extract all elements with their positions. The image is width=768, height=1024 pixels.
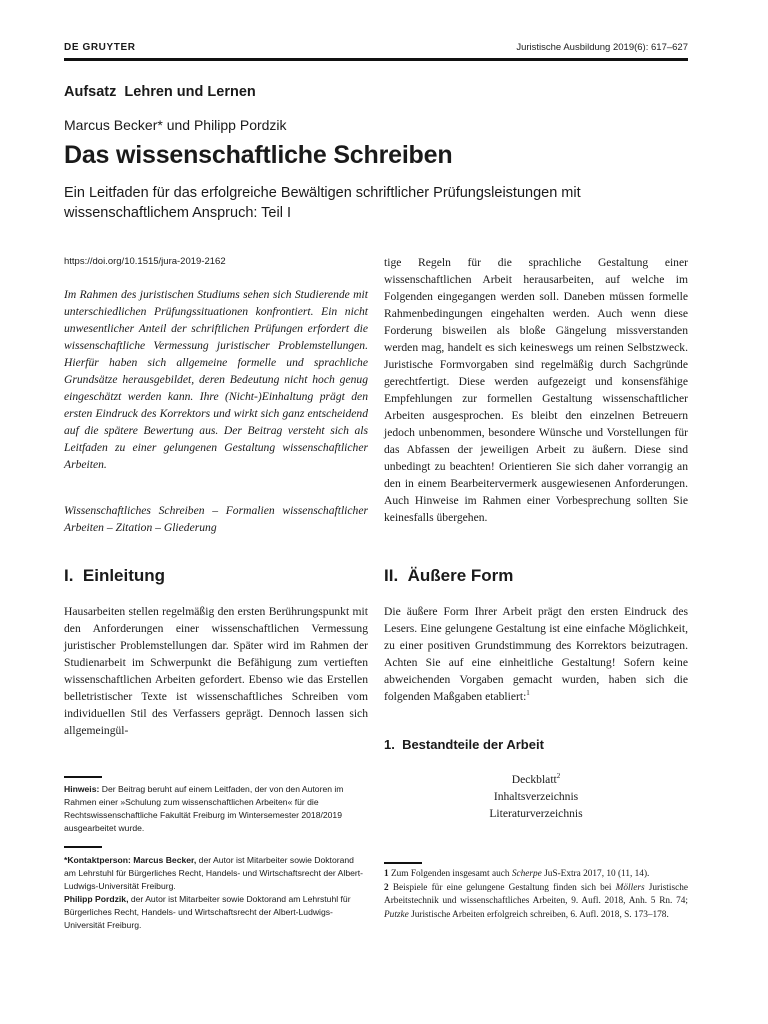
article-title: Das wissenschaftliche Schreiben: [64, 141, 453, 169]
header-rule: [64, 58, 688, 61]
author-note: [64, 783, 368, 835]
section-heading-introduction: I. Einleitung: [64, 566, 166, 585]
footnote-1: 1 Zum Folgenden insgesamt auch Scherpe JuS-Extra 2017, 10 (11, 14).: [384, 869, 650, 879]
introduction-text: Hausarbeiten stellen regelmäßig den ersten Berührungspunkt mit den Anforderungen einer wissenschaftlichen Vermessung juristischer Problemstellungen dar. Später wird im Rahmen der Studienarbeit im Schwerpunkt die Befähigung zum vertieften wissenschaftlichen Arbeiten gefordert. Ebenso wie das Erstellen belletristischer Texte ist wissenschaftliches Schreiben vom individuellen Stil des Verfassers geprägt. Dennoch lassen sich allgemeingül-: [64, 605, 368, 737]
list-item: Literaturverzeichnis: [489, 807, 583, 820]
article-subtitle: Ein Leitfaden für das erfolgreiche Bewältigen schriftlicher Prüfungsleistungen mit wissenschaftlichem Anspruch: Teil I: [64, 185, 581, 221]
notes-rule: [64, 776, 102, 778]
contact-note: [64, 854, 368, 932]
journal-reference: Juristische Ausbildung 2019(6): 617–627: [516, 42, 688, 53]
author-note-label: Hinweis:: [64, 784, 100, 794]
footnote-ref-1[interactable]: 1: [526, 689, 530, 698]
section-heading-outer-form: II. Äußere Form: [384, 566, 514, 585]
contact-rule: [64, 846, 102, 848]
introduction-continuation: tige Regeln für die sprachliche Gestaltung einer wissenschaftlichen Arbeit herausarbeiten, auf welche im Folgenden eingegangen werden soll. Daneben müssen formelle Rahmenbedingungen eingehalten werden. Auch wenn diese Forderung bisweilen als bloße Gängelung missverstanden werden mag, handelt es sich keineswegs um reinen Selbstzweck. Juristische Formvorgaben sind regelmäßig durch Sachgründe gerechtfertigt. Diese werden aufgezeigt und konsensfähige Empfehlungen zur formellen Gestaltung wissenschaftlicher Arbeiten ausgesprochen. Es bleibt den einzelnen Betreuern jedoch unbenommen, besondere Wünsche und Vorstellungen für das Abfassen der jeweiligen Arbeit zu äußern. Diese sind unbedingt zu beachten! Orientieren Sie sich daher vorrangig an den in einem Bearbeitervermerk ausgewiesenen Anforderungen. Auch Hinweise im Rahmen einer Vorbesprechung sollten Sie keinesfalls übergehen.: [384, 256, 688, 524]
author-note-text: Der Beitrag beruht auf einem Leitfaden, der von den Autoren im Rahmen einer »Schulung zum wissenschaftlichen Arbeiten« für die Rechtswissenschaftliche Fakultät Freiburg im Wintersemester 2018/2019 ausgearbeitet wurde.: [64, 784, 344, 833]
second-author-label: Philipp Pordzik,: [64, 894, 129, 904]
abstract: Im Rahmen des juristischen Studiums sehen sich Studierende mit unterschiedlichen Prüfungssituationen konfrontiert. Ein nicht unwesentlicher Anteil der schriftlichen Prüfungen erfordert die wissenschaftliche Vermessung juristischer Problemstellungen. Hierfür haben sich allgemeine formelle und sprachliche Grundsätze herausgebildet, deren Bedeutung nicht hoch genug eingeschätzt werden kann. Ihre (Nicht-)Einhaltung prägt den ersten Eindruck des Korrektors und wirkt sich ganz entscheidend auf die spätere Bewertung aus. Der Beitrag versteht sich als Leitfaden zu einer gelungenen Gestaltung wissenschaftlicher Arbeiten.: [64, 288, 368, 471]
footnotes: [384, 868, 688, 922]
footnote-2: 2 Beispiele für eine gelungene Gestaltung finden sich bei Möllers Juristische Arbeitstechnik und wissenschaftliches Arbeiten, 9. Aufl. 2018, Anh. 5 Rn. 74; Putzke Juristische Arbeiten erfolgreich schreiben, 6. Aufl. 2018, S. 173–178.: [384, 882, 688, 920]
article-page: [64, 0, 688, 1024]
keywords: Wissenschaftliches Schreiben – Formalien wissenschaftlicher Arbeiten – Zitation – Gliederung: [64, 504, 368, 534]
contact-label: *Kontaktperson: Marcus Becker,: [64, 855, 197, 865]
publisher-logo: DE GRUYTER: [64, 42, 136, 53]
second-author-text: der Autor ist Mitarbeiter sowie Doktorand am Lehrstuhl für Bürgerliches Recht, Handels- und Wirtschaftsrecht der Albert-Ludwigs-Universität Freiburg.: [64, 894, 351, 930]
article-category: Aufsatz Lehren und Lernen: [64, 84, 256, 100]
subsection-heading-parts: 1. Bestandteile der Arbeit: [384, 737, 544, 752]
list-item: Deckblatt$^2$: [511, 772, 561, 786]
outer-form-text: [384, 603, 688, 705]
footnote-ref-2[interactable]: 2: [556, 772, 561, 781]
doi-link[interactable]: https://doi.org/10.1515/jura-2019-2162: [64, 256, 226, 267]
outer-form-body: Die äußere Form Ihrer Arbeit prägt den ersten Eindruck des Lesers. Eine gelungene Gestaltung ist eine einfache Möglichkeit, zu einer positiven Grundstimmung des Korrektors beizutragen. Achten Sie auf eine einheitliche Gestaltung! Sofern keine abweichenden Vorgaben gemacht wurden, haben sich die folgenden Maßgaben etabliert:: [384, 605, 688, 703]
article-authors: Marcus Becker* und Philipp Pordzik: [64, 117, 287, 133]
contact-text: der Autor ist Mitarbeiter sowie Doktorand am Lehrstuhl für Bürgerliches Recht, Handels- und Wirtschaftsrecht der Albert-Ludwigs-Universität Freiburg.: [64, 855, 363, 891]
parts-list: [384, 771, 688, 822]
list-item: Inhaltsverzeichnis: [493, 790, 579, 803]
footnote-rule: [384, 862, 422, 864]
